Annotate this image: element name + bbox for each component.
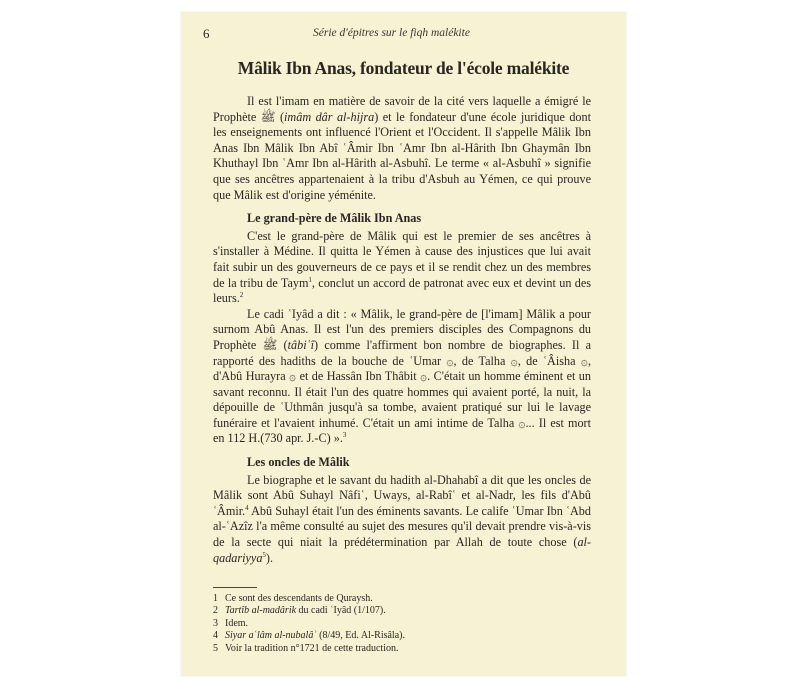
footnote-number: 4 (213, 630, 218, 642)
footnote-ref[interactable]: 4 (245, 503, 249, 512)
footnote-text: Siyar aʿlâm al-nubalâʾ (8/49, Ed. Al-Risâla). (225, 630, 405, 642)
footnote-number: 5 (213, 642, 218, 654)
paragraph-text: C'est le grand-père de Mâlik qui est le premier de ses ancêtres à s'installer à Médine. Il quitta le Yémen à cause des injustices que lui avait fait subir un des gouverneurs de ce pays et il se rendit chez un des membres de la tribu de Taym (213, 228, 591, 290)
footnote-number: 3 (213, 617, 218, 629)
paragraph-intro (213, 94, 591, 203)
book-page (181, 12, 626, 676)
footnote-number: 2 (213, 605, 218, 617)
footnote-item (213, 643, 591, 655)
paragraph-grandfather (213, 229, 591, 307)
paragraph-text: , conclut un accord de patronat avec eux et devint un des leurs. (213, 275, 591, 306)
italic-term: imâm dâr al-hijra (284, 109, 375, 124)
paragraph-text: ) et le fondateur d'une école juridique dont les enseignements ont influencé l'Orient et l'Occident. Il s'appelle Mâlik Ibn Anas Ibn Mâlik Ibn Abî ʿÂmir Ibn ʿAmr Ibn al-Hârith Ibn Ghaymân Ibn Khuthayl Ibn ʿAmr Ibn al-Hârith al-Asbuhî. Le terme « al-Asbuhî » signifie que ses ancêtres appartenaient à la tribu d'Asbuh au Yémen, ce qui prouve que Mâlik est d'origine yéménite. (213, 109, 591, 202)
footnote-ref[interactable]: 1 (308, 275, 312, 284)
footnote-item (213, 630, 591, 642)
body-text (213, 94, 591, 566)
section-heading-uncles: Les oncles de Mâlik (247, 455, 350, 470)
footnote-text: Voir la tradition n°1721 de cette traduction. (225, 642, 399, 654)
footnote-text: Ce sont des descendants de Quraysh. (225, 593, 373, 604)
footnote-ref[interactable]: 3 (342, 431, 347, 440)
footnote-text: Tartîb al-madârik du cadi ʿIyâd (1/107). (225, 605, 386, 617)
footnote-text: Idem. (225, 617, 249, 629)
paragraph-text: ). (265, 550, 274, 565)
section-heading-grandfather: Le grand-père de Mâlik Ibn Anas (247, 211, 422, 226)
footnote-item (213, 618, 591, 630)
footnote-ref[interactable]: 2 (239, 291, 244, 300)
footnote-divider (213, 587, 257, 588)
footnote-ref[interactable]: 5 (262, 550, 266, 559)
footnote-item (213, 593, 591, 605)
page-number: 6 (203, 26, 210, 41)
footnote-item (213, 605, 591, 617)
paragraph-text: Abû Suhayl était l'un des éminents savants. Le calife ʿUmar Ibn ʿAbd al-ʿAzîz l'a même consulté au sujet des mesures qu'il devait prendre vis-à-vis de la secte qui niait la prédétermination par Allah de toute chose ( (213, 503, 591, 550)
running-head (203, 26, 603, 42)
paragraph-iyad-quote (213, 307, 591, 447)
paragraph-uncles (213, 473, 591, 567)
footnotes (213, 593, 591, 655)
paragraph-text: Le biographe et le savant du hadith al-Dhahabî a dit que les oncles de Mâlik sont Abû Suhayl Nâfiʿ, Uways, al-Rabîʿ et al-Nadr, les fils d'Abû ʿÂmir. (213, 472, 591, 518)
paragraph-text: ) comme l'affirment bon nombre de biographes. Il a rapporté des hadiths de la bouche de ʿUmar ۞, de Talha ۞, de ʿÂisha ۞, d'Abû Hurayra ۞ et de Hassân Ibn Thâbit ۞. C'était un homme éminent et un savant reconnu. Il était l'un des quatre hommes qui avaient porté, la nuit, la dépouille de ʿUthmân jusqu'à sa tombe, avaient pratiqué sur lui le lavage funéraire et l'avaient inhumé. C'était un ami intime de Talha ۞... Il est mort en 112 H.(730 apr. J.-C) ». (213, 337, 592, 446)
chapter-title: Mâlik Ibn Anas, fondateur de l'école malékite (237, 58, 570, 78)
paragraph-text: Il est l'imam en matière de savoir de la cité vers laquelle a émigré le Prophète ﷺ ( (213, 94, 591, 124)
footnote-number: 1 (213, 593, 218, 604)
series-title: Série d'épitres sur le fiqh malékite (313, 27, 470, 39)
paragraph-text: Le cadi ʿIyâd a dit : « Mâlik, le grand-père de [l'imam] Mâlik a pour surnom Abû Anas. Il est l'un des premiers disciples des Compagnons du Prophète ﷺ ( (213, 306, 591, 352)
italic-term: al-qadariyya (213, 535, 591, 565)
italic-term: tâbiʿî (287, 337, 315, 352)
